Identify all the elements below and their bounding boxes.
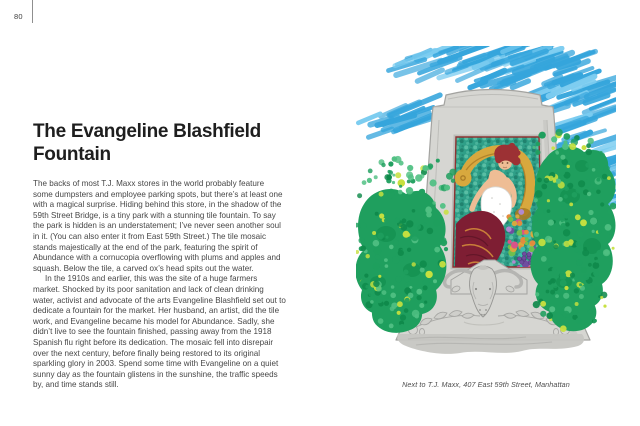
fountain-figure — [356, 46, 616, 398]
article — [33, 121, 286, 391]
page-title-line2: Fountain — [33, 143, 111, 165]
body-text — [33, 179, 286, 391]
page-title — [33, 121, 286, 166]
fountain-illustration — [356, 46, 616, 366]
body-paragraph: The backs of most T.J. Maxx stores in the world probably feature some dumpsters and employee parking spots, but there’s at least one with a magical surprise. Hiding behind this store, in the shadow of the 59th Street Bridge, is a tiny park with a stunning tile fountain. To say the park is hidden is an understatement; I’ve never seen another soul in it. (You can also enter it from East 59th Street.) The tile mosaic stands majestically at the end of the park, featuring the spirit of Abundance with a cornucopia overflowing with plums and apples and squash. Below the tile, a carved ox’s head spits out the water. — [33, 179, 283, 273]
corner-rule — [32, 0, 33, 23]
page-title-line1: The Evangeline Blashfield — [33, 121, 261, 142]
body-paragraph: In the 1910s and earlier, this was the site of a huge farmers market. Shocked by its poor sanitation and lack of clean drinking water, activist and advocate of the arts Evangeline Blashfield set out to dedicate a fountain for the market. Her husband, an artist, did the tile work, and Evangeline became his model for Abundance. Sadly, she didn’t live to see the fountain finished, passing away from the 1918 Spanish flu right before its dedication. The mosaic fell into disrepair over the next century, before finally being restored to its original sparkling glory in 2003. Spend some time with Evangeline on a quiet sunny day as the fountain glistens in the sunshine, the traffic speeds by, and time stands still. — [33, 274, 286, 390]
figure-caption: Next to T.J. Maxx, 407 East 59th Street, Manhattan — [402, 380, 570, 389]
page-number: 80 — [14, 12, 23, 21]
